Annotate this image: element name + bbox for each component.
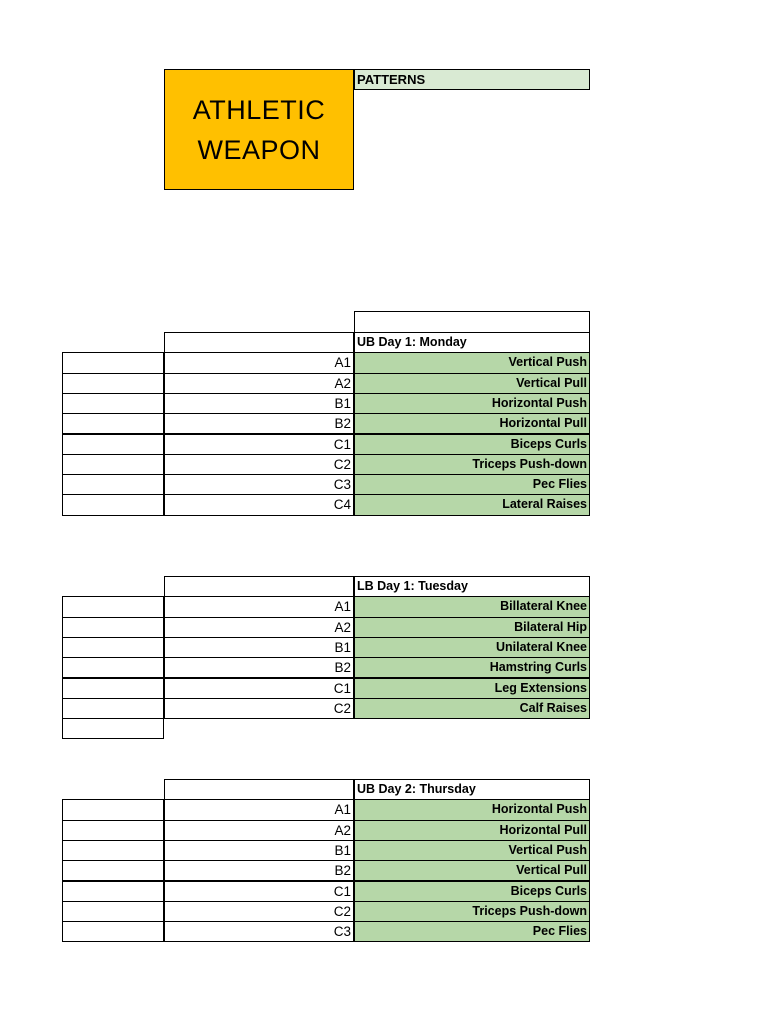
exercise-name[interactable]: Hamstring Curls — [354, 657, 590, 678]
empty-cell[interactable] — [62, 718, 164, 739]
exercise-name[interactable]: Horizontal Push — [354, 393, 590, 414]
row-empty-cell[interactable] — [62, 352, 164, 373]
exercise-code[interactable]: B1 — [164, 637, 354, 658]
exercise-name[interactable]: Unilateral Knee — [354, 637, 590, 658]
exercise-name[interactable]: Pec Flies — [354, 474, 590, 495]
exercise-code[interactable]: C1 — [164, 678, 354, 699]
row-empty-cell[interactable] — [62, 454, 164, 475]
exercise-name[interactable]: Pec Flies — [354, 921, 590, 942]
day-header[interactable]: LB Day 1: Tuesday — [354, 576, 590, 597]
patterns-header[interactable]: PATTERNS — [354, 69, 590, 90]
row-empty-cell[interactable] — [62, 820, 164, 841]
exercise-name[interactable]: Calf Raises — [354, 698, 590, 719]
exercise-code[interactable]: A1 — [164, 352, 354, 373]
row-empty-cell[interactable] — [62, 799, 164, 820]
exercise-name[interactable]: Triceps Push-down — [354, 901, 590, 922]
day-header-spacer[interactable] — [164, 576, 354, 597]
exercise-name[interactable]: Leg Extensions — [354, 678, 590, 699]
exercise-name[interactable]: Vertical Push — [354, 352, 590, 373]
logo-line-2: WEAPON — [197, 134, 321, 165]
row-empty-cell[interactable] — [62, 860, 164, 881]
exercise-name[interactable]: Bilateral Hip — [354, 617, 590, 638]
exercise-code[interactable]: C3 — [164, 921, 354, 942]
exercise-code[interactable]: C2 — [164, 698, 354, 719]
exercise-name[interactable]: Vertical Pull — [354, 373, 590, 394]
row-empty-cell[interactable] — [62, 617, 164, 638]
row-empty-cell[interactable] — [62, 596, 164, 617]
logo-line-1: ATHLETIC — [192, 94, 326, 125]
exercise-name[interactable]: Biceps Curls — [354, 881, 590, 902]
exercise-code[interactable]: B2 — [164, 413, 354, 434]
row-empty-cell[interactable] — [62, 637, 164, 658]
row-empty-cell[interactable] — [62, 393, 164, 414]
exercise-code[interactable]: A2 — [164, 373, 354, 394]
row-empty-cell[interactable] — [62, 840, 164, 861]
row-empty-cell[interactable] — [62, 494, 164, 515]
exercise-code[interactable]: B1 — [164, 393, 354, 414]
exercise-code[interactable]: C1 — [164, 881, 354, 902]
exercise-name[interactable]: Lateral Raises — [354, 494, 590, 515]
exercise-code[interactable]: A1 — [164, 799, 354, 820]
row-empty-cell[interactable] — [62, 678, 164, 699]
exercise-name[interactable]: Horizontal Pull — [354, 413, 590, 434]
exercise-code[interactable]: B1 — [164, 840, 354, 861]
athletic-weapon-logo — [164, 69, 354, 190]
exercise-code[interactable]: A2 — [164, 820, 354, 841]
empty-cell[interactable] — [354, 311, 590, 333]
exercise-name[interactable]: Horizontal Pull — [354, 820, 590, 841]
exercise-code[interactable]: A1 — [164, 596, 354, 617]
row-empty-cell[interactable] — [62, 921, 164, 942]
exercise-code[interactable]: B2 — [164, 657, 354, 678]
exercise-code[interactable]: C2 — [164, 901, 354, 922]
exercise-name[interactable]: Biceps Curls — [354, 434, 590, 455]
exercise-code[interactable]: C4 — [164, 494, 354, 515]
exercise-name[interactable]: Billateral Knee — [354, 596, 590, 617]
day-header[interactable]: UB Day 2: Thursday — [354, 779, 590, 800]
row-empty-cell[interactable] — [62, 474, 164, 495]
row-empty-cell[interactable] — [62, 373, 164, 394]
row-empty-cell[interactable] — [62, 881, 164, 902]
exercise-name[interactable]: Vertical Push — [354, 840, 590, 861]
exercise-name[interactable]: Triceps Push-down — [354, 454, 590, 475]
row-empty-cell[interactable] — [62, 698, 164, 719]
exercise-name[interactable]: Horizontal Push — [354, 799, 590, 820]
exercise-name[interactable]: Vertical Pull — [354, 860, 590, 881]
day-header-spacer[interactable] — [164, 779, 354, 800]
row-empty-cell[interactable] — [62, 413, 164, 434]
day-header[interactable]: UB Day 1: Monday — [354, 332, 590, 353]
exercise-code[interactable]: C1 — [164, 434, 354, 455]
row-empty-cell[interactable] — [62, 901, 164, 922]
exercise-code[interactable]: A2 — [164, 617, 354, 638]
exercise-code[interactable]: C3 — [164, 474, 354, 495]
day-header-spacer[interactable] — [164, 332, 354, 353]
exercise-code[interactable]: B2 — [164, 860, 354, 881]
row-empty-cell[interactable] — [62, 657, 164, 678]
row-empty-cell[interactable] — [62, 434, 164, 455]
exercise-code[interactable]: C2 — [164, 454, 354, 475]
